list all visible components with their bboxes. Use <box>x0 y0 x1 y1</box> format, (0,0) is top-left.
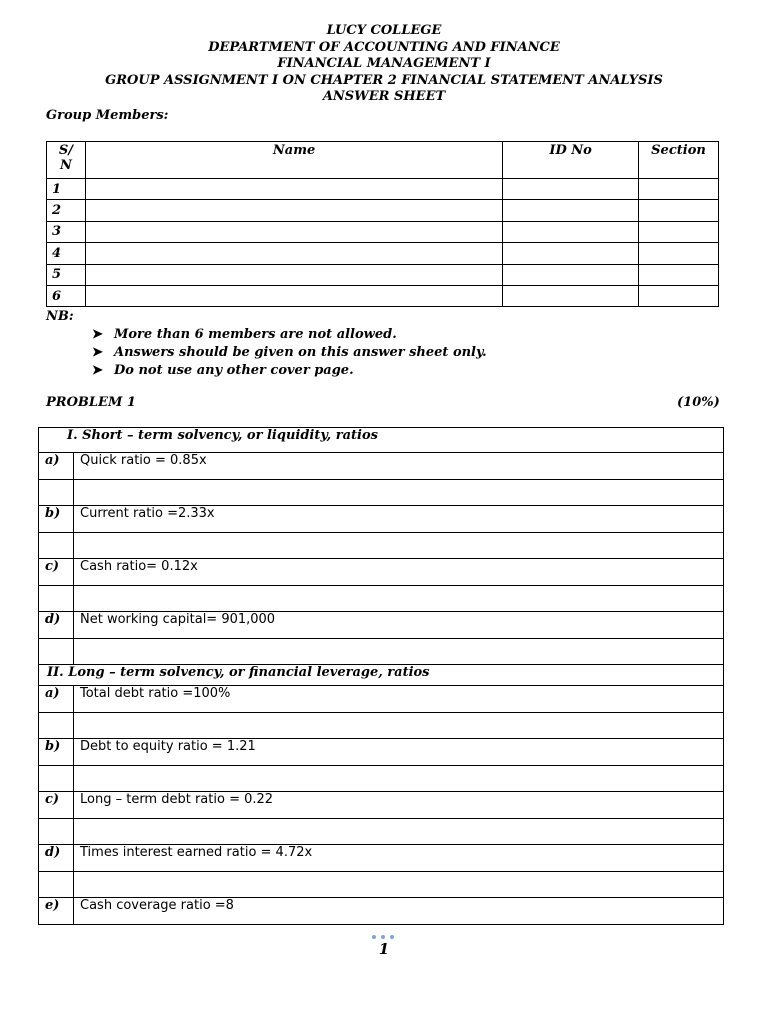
name-cell[interactable] <box>85 243 502 264</box>
section-1-title: I. Short – term solvency, or liquidity, ratios <box>39 428 724 453</box>
name-cell[interactable] <box>85 285 502 306</box>
answer-cell[interactable] <box>74 713 724 739</box>
arrow-bullet-icon: ➤ <box>92 363 103 378</box>
row-number: 3 <box>47 221 86 242</box>
question-letter: a) <box>39 453 74 480</box>
table-row <box>47 264 719 285</box>
name-header: Name <box>85 142 502 179</box>
id-cell[interactable] <box>503 221 639 242</box>
answer-row <box>39 872 724 898</box>
answer-sheet-title: ANSWER SHEET <box>322 89 446 105</box>
name-cell[interactable] <box>85 264 502 285</box>
section-2-title: II. Long – term solvency, or financial leverage, ratios <box>39 665 724 686</box>
answer-cell[interactable] <box>74 639 724 665</box>
answer-row <box>39 533 724 559</box>
question-letter: d) <box>39 845 74 872</box>
answer-cell[interactable] <box>74 872 724 898</box>
list-item: ➤ Answers should be given on this answer sheet only. <box>92 345 487 360</box>
answer-cell[interactable] <box>74 766 724 792</box>
row-number: 4 <box>47 243 86 264</box>
id-cell[interactable] <box>503 243 639 264</box>
question-row <box>39 739 724 766</box>
id-cell[interactable] <box>503 264 639 285</box>
table-row <box>47 243 719 264</box>
group-members-label: Group Members: <box>46 108 169 123</box>
question-letter: c) <box>39 792 74 819</box>
question-row <box>39 453 724 480</box>
notes-list <box>92 326 487 380</box>
document-header <box>0 23 768 106</box>
question-letter: d) <box>39 612 74 639</box>
answer-cell[interactable] <box>74 533 724 559</box>
answer-row <box>39 713 724 739</box>
answer-row <box>39 766 724 792</box>
question-text: Net working capital= 901,000 <box>74 612 724 639</box>
course-name: FINANCIAL MANAGEMENT I <box>277 56 491 72</box>
row-number: 2 <box>47 200 86 221</box>
question-text: Cash coverage ratio =8 <box>74 898 724 925</box>
assignment-title: GROUP ASSIGNMENT I ON CHAPTER 2 FINANCIAL STATEMENT ANALYSIS <box>105 72 663 88</box>
question-row <box>39 792 724 819</box>
list-item: ➤ More than 6 members are not allowed. <box>92 327 397 342</box>
answer-cell[interactable] <box>74 480 724 506</box>
question-letter: b) <box>39 739 74 766</box>
answer-row <box>39 586 724 612</box>
table-row <box>47 285 719 306</box>
answer-row <box>39 480 724 506</box>
question-text: Total debt ratio =100% <box>74 686 724 713</box>
college-name: LUCY COLLEGE <box>326 23 442 38</box>
problem-weight: (10%) <box>677 395 720 410</box>
section-header: Section <box>639 142 719 179</box>
question-row <box>39 898 724 925</box>
section-header-row <box>39 428 724 453</box>
question-row <box>39 559 724 586</box>
answer-row <box>39 639 724 665</box>
sn-header: S/ N <box>47 142 86 179</box>
section-cell[interactable] <box>639 243 719 264</box>
problem-title: PROBLEM 1 <box>46 395 136 410</box>
question-text: Current ratio =2.33x <box>74 506 724 533</box>
question-row <box>39 612 724 639</box>
answer-row <box>39 819 724 845</box>
id-cell[interactable] <box>503 179 639 200</box>
list-item: ➤ Do not use any other cover page. <box>92 363 354 378</box>
row-number: 1 <box>47 179 86 200</box>
question-letter: b) <box>39 506 74 533</box>
name-cell[interactable] <box>85 200 502 221</box>
question-text: Times interest earned ratio = 4.72x <box>74 845 724 872</box>
question-text: Debt to equity ratio = 1.21 <box>74 739 724 766</box>
answer-cell[interactable] <box>74 819 724 845</box>
row-number: 6 <box>47 285 86 306</box>
section-cell[interactable] <box>639 200 719 221</box>
question-text: Long – term debt ratio = 0.22 <box>74 792 724 819</box>
page-number: 1 <box>378 940 390 958</box>
section-header-row <box>39 665 724 686</box>
question-letter: c) <box>39 559 74 586</box>
members-table <box>46 141 719 307</box>
question-text: Cash ratio= 0.12x <box>74 559 724 586</box>
id-header: ID No <box>503 142 639 179</box>
name-cell[interactable] <box>85 179 502 200</box>
answers-table <box>38 427 724 925</box>
table-row <box>47 221 719 242</box>
table-row <box>47 179 719 200</box>
arrow-bullet-icon: ➤ <box>92 327 103 342</box>
members-header-row <box>47 142 719 179</box>
nb-label: NB: <box>46 309 74 324</box>
id-cell[interactable] <box>503 200 639 221</box>
question-text: Quick ratio = 0.85x <box>74 453 724 480</box>
question-row <box>39 506 724 533</box>
question-letter: e) <box>39 898 74 925</box>
name-cell[interactable] <box>85 221 502 242</box>
row-number: 5 <box>47 264 86 285</box>
question-letter: a) <box>39 686 74 713</box>
section-cell[interactable] <box>639 179 719 200</box>
section-cell[interactable] <box>639 264 719 285</box>
question-row <box>39 686 724 713</box>
table-row <box>47 200 719 221</box>
section-cell[interactable] <box>639 285 719 306</box>
question-row <box>39 845 724 872</box>
section-cell[interactable] <box>639 221 719 242</box>
arrow-bullet-icon: ➤ <box>92 345 103 360</box>
id-cell[interactable] <box>503 285 639 306</box>
department-name: DEPARTMENT OF ACCOUNTING AND FINANCE <box>208 39 560 55</box>
answer-cell[interactable] <box>74 586 724 612</box>
